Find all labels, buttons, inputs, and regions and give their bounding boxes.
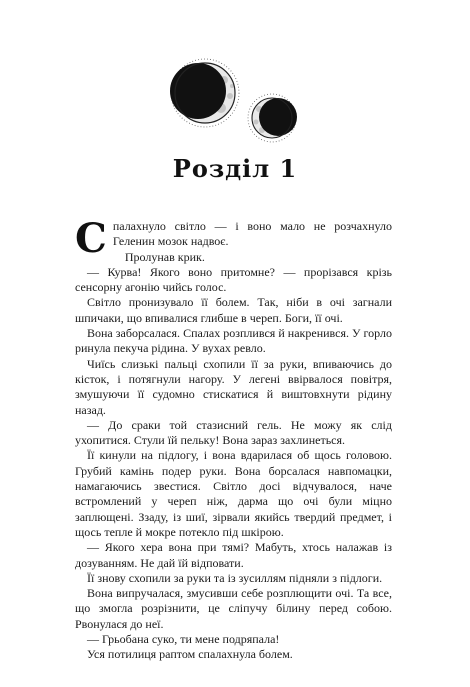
paragraph: Пролунав крик. [124, 249, 205, 264]
paragraph: Вона випручалася, змусивши себе розплющити очі. Та все, що змогла розрізнити, це сліпучу білину перед собою. Рвонулася до неї. [75, 586, 392, 631]
chapter-title: Розділ 1 [172, 154, 298, 183]
large-moon-icon [170, 59, 239, 127]
paragraph: Вона заборсалася. Спалах розплився й накренився. У горло ринула пекуча рідина. У вухах ревло. [75, 326, 392, 356]
paragraph: Світло пронизувало її болем. Так, ніби в очі загнали шпичаки, що впивалися глибше в череп. Боги, її очі. [75, 295, 392, 325]
drop-cap: С [75, 215, 107, 262]
paragraph: Її кинули на підлогу, і вона вдарилася об щось головою. Грубий камінь подер руки. Вона борсалася навпомацки, намагаючись звестися. Світло досі відчувалося, наче встромлений у череп ніж, дарма що очі були міцно заплющені. Ззаду, із шиї, зірвали якийсь твердий предмет, і щось тепле й мокре потекло під шкірою. [75, 448, 392, 539]
paragraph: Чиїсь слизькі пальці схопили її за руки, впиваючись до кісток, і потягнули нагору. У легені ввірвалося повітря, змушуючи її судомно стискатися й виштовхнути рідину назад. [75, 356, 392, 417]
chapter-body [75, 215, 392, 663]
paragraph: — Грьобана суко, ти мене подряпала! [87, 632, 280, 647]
paragraph-text: палахнуло світло — і воно мало не розчахнуло Геленин мозок надвоє. [112, 219, 392, 249]
small-moon-icon [248, 94, 297, 142]
paragraph: Уся потилиця раптом спалахнула болем. [87, 647, 293, 662]
paragraph: Її знову схопили за руки та із зусиллям підняли з підлоги. [87, 570, 383, 585]
paragraph: — До сраки той стазисний гель. Не можу як слід ухопитися. Стули їй пельку! Вона зараз захлинеться. [75, 417, 392, 448]
paragraph: — Якого хера вона при тямі? Мабуть, хтось налажав із дозуванням. Не дай їй відповати. [75, 540, 392, 570]
paragraph: — Курва! Якого воно притомне? — прорізався крізь сенсорну агонію чийсь голос. [75, 264, 392, 295]
moon-phases-illustration [0, 0, 470, 150]
